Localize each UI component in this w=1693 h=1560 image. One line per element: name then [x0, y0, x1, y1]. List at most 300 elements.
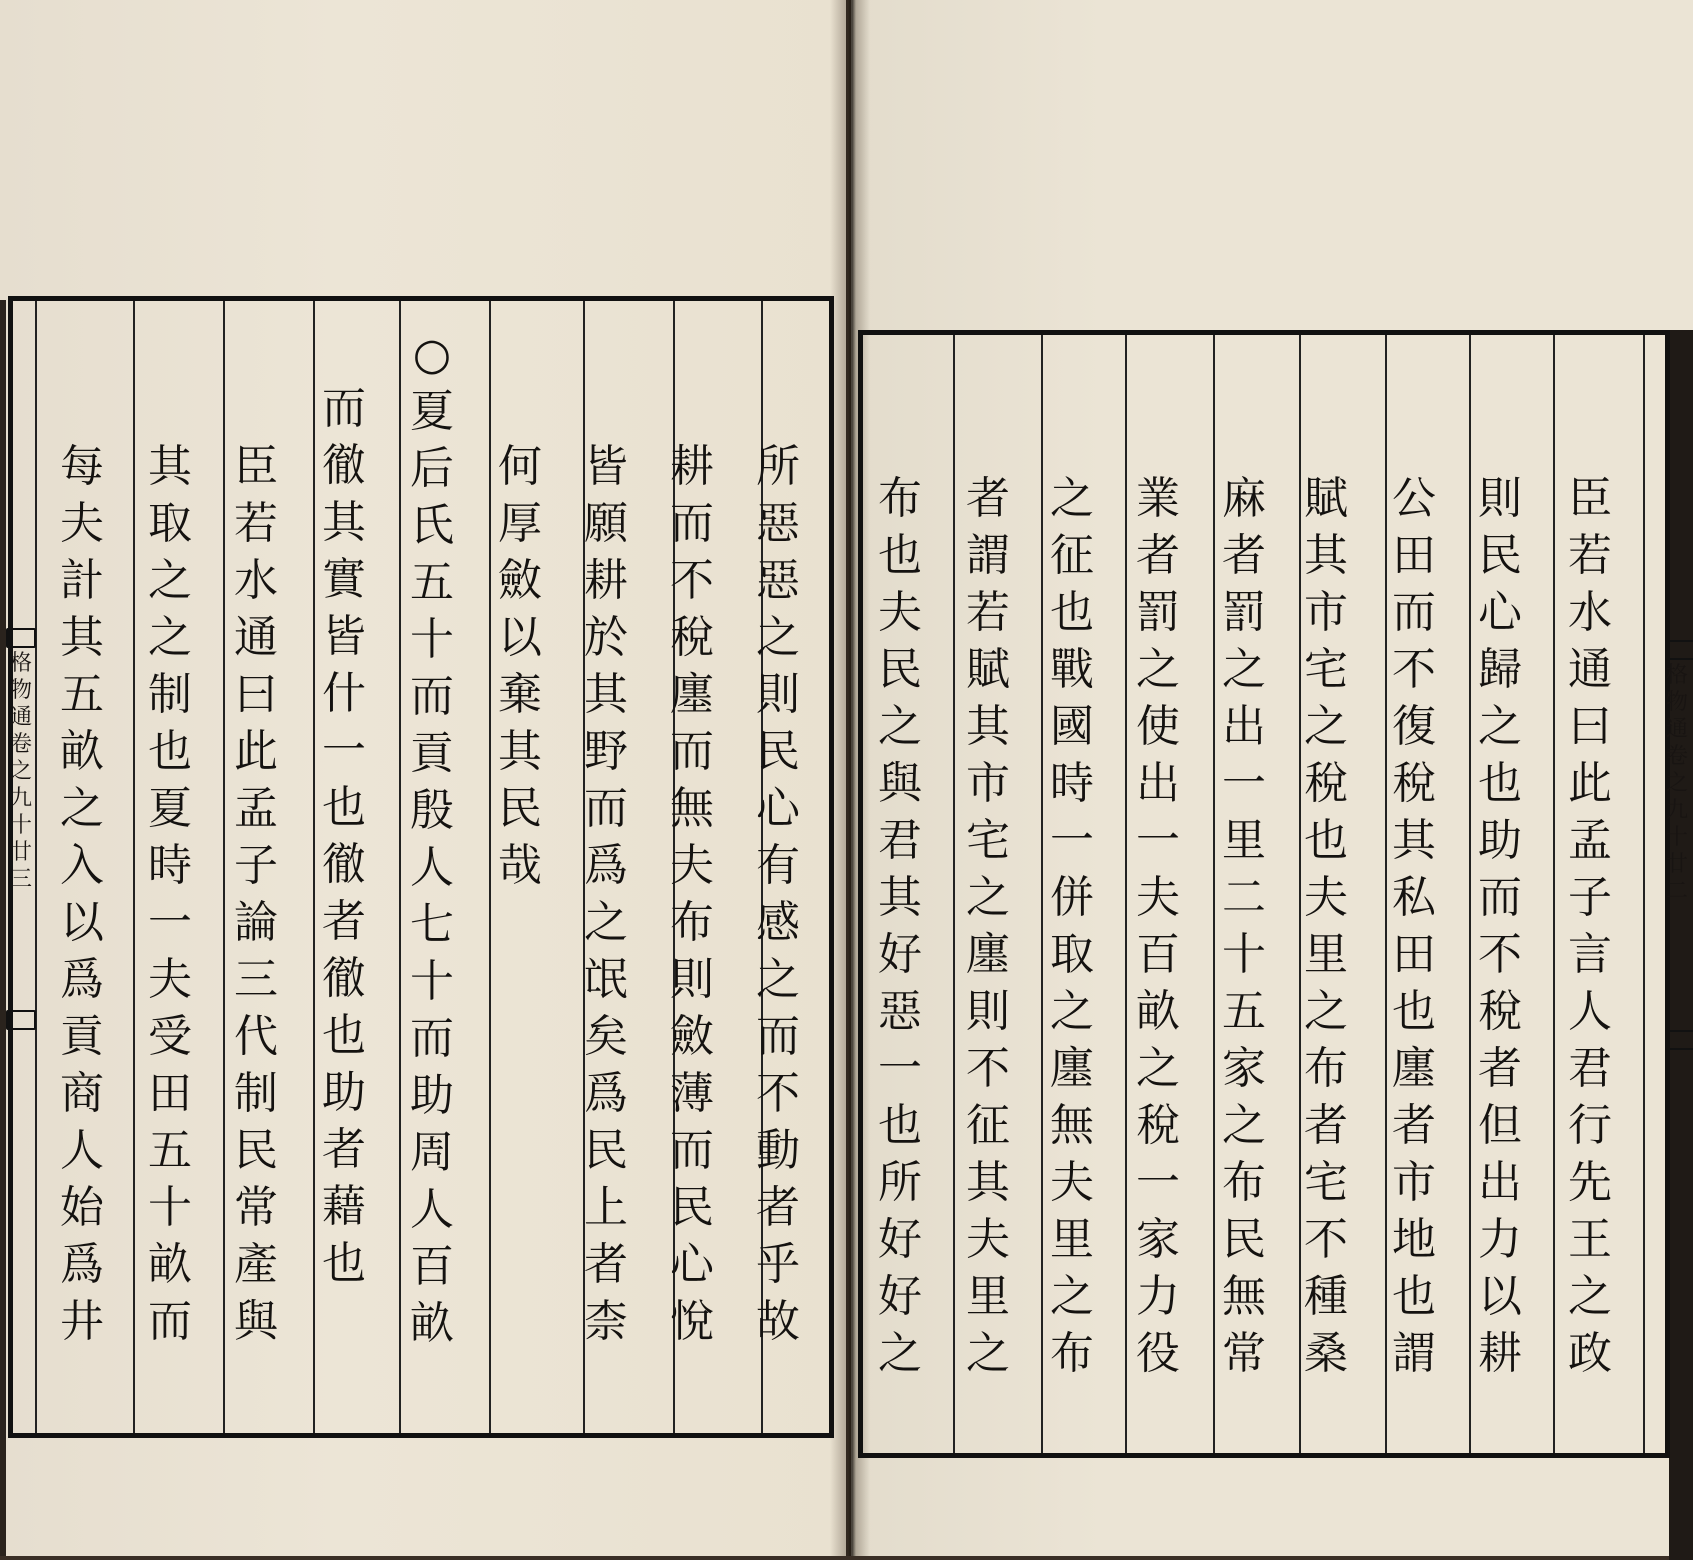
text-column	[42, 438, 122, 1350]
glyph: 制	[148, 669, 192, 720]
glyph: 二	[1222, 872, 1266, 923]
glyph: 之	[148, 612, 192, 663]
glyph: 子	[1568, 872, 1612, 923]
glyph: 征	[1050, 530, 1094, 581]
glyph: 氏	[410, 500, 454, 551]
fish-tail-mark	[1665, 640, 1693, 660]
glyph: 始	[60, 1182, 104, 1233]
glyph: 五	[60, 669, 104, 720]
glyph: 徹	[322, 440, 366, 491]
glyph: 后	[410, 443, 454, 494]
glyph: 則	[1478, 473, 1522, 524]
glyph: 人	[410, 1184, 454, 1235]
glyph: 無	[1050, 1100, 1094, 1151]
glyph: 柰	[584, 1296, 628, 1347]
glyph: 耕	[670, 441, 714, 492]
glyph: 惡	[756, 498, 800, 549]
glyph: 其	[878, 872, 922, 923]
glyph: 斂	[498, 555, 542, 606]
glyph: 矣	[584, 1011, 628, 1062]
glyph: 不	[1478, 929, 1522, 980]
glyph: 其	[148, 441, 192, 492]
glyph: 布	[878, 473, 922, 524]
glyph: 之	[1478, 701, 1522, 752]
glyph: 之	[966, 872, 1010, 923]
glyph: 歸	[1478, 644, 1522, 695]
glyph: 周	[410, 1127, 454, 1178]
banxin-glyph: 卷	[9, 732, 32, 757]
glyph: 五	[148, 1125, 192, 1176]
glyph: 夫	[1050, 1157, 1094, 1208]
glyph: 之	[1136, 1043, 1180, 1094]
glyph: 十	[410, 614, 454, 665]
glyph: 稅	[1392, 758, 1436, 809]
text-column	[1550, 470, 1630, 1382]
glyph: 其	[1304, 530, 1348, 581]
glyph: 通	[1568, 644, 1612, 695]
glyph: 其	[966, 1157, 1010, 1208]
glyph: 爲	[60, 954, 104, 1005]
glyph: 田	[1392, 530, 1436, 581]
glyph: 征	[966, 1100, 1010, 1151]
banxin-glyph: 通	[9, 705, 32, 730]
glyph: 爲	[584, 1068, 628, 1119]
glyph: 惡	[878, 986, 922, 1037]
glyph: 助	[322, 1067, 366, 1118]
column-rule	[1643, 335, 1645, 1453]
glyph: 君	[1568, 1043, 1612, 1094]
glyph: 上	[584, 1182, 628, 1233]
glyph: 戰	[1050, 644, 1094, 695]
glyph: 者	[1136, 530, 1180, 581]
glyph: 氓	[584, 954, 628, 1005]
glyph: 所	[878, 1157, 922, 1208]
text-column	[1204, 470, 1284, 1382]
glyph: 也	[322, 782, 366, 833]
text-column	[566, 438, 646, 1350]
glyph: 徹	[322, 839, 366, 890]
glyph: 夫	[670, 840, 714, 891]
glyph: 制	[234, 1068, 278, 1119]
glyph: 宅	[966, 815, 1010, 866]
glyph: 其	[1392, 815, 1436, 866]
glyph: 田	[1392, 929, 1436, 980]
glyph: 併	[1050, 872, 1094, 923]
text-column	[304, 380, 384, 1292]
glyph: 受	[148, 1011, 192, 1062]
glyph: 一	[148, 897, 192, 948]
glyph: 感	[756, 897, 800, 948]
glyph: 十	[1222, 929, 1266, 980]
glyph: 所	[756, 441, 800, 492]
glyph: 取	[1050, 929, 1094, 980]
glyph: 計	[60, 555, 104, 606]
glyph: 里	[1304, 929, 1348, 980]
glyph: 一	[1136, 815, 1180, 866]
glyph: 夫	[148, 954, 192, 1005]
glyph: 而	[670, 1125, 714, 1176]
glyph: 而	[670, 726, 714, 777]
glyph: 孟	[234, 783, 278, 834]
glyph: 願	[584, 498, 628, 549]
glyph: 也	[1392, 1271, 1436, 1322]
glyph: 不	[966, 1043, 1010, 1094]
glyph: 也	[878, 530, 922, 581]
glyph: 入	[60, 840, 104, 891]
glyph: 助	[1478, 815, 1522, 866]
glyph: ○	[412, 329, 452, 380]
glyph: 者	[322, 896, 366, 947]
glyph: 民	[234, 1125, 278, 1176]
glyph: 此	[1568, 758, 1612, 809]
glyph: 藉	[322, 1181, 366, 1232]
glyph: 廛	[966, 929, 1010, 980]
glyph: 七	[410, 899, 454, 950]
glyph: 君	[878, 815, 922, 866]
glyph: 好	[878, 1214, 922, 1265]
text-column	[1286, 470, 1366, 1382]
glyph: 公	[1392, 473, 1436, 524]
glyph: 取	[148, 498, 192, 549]
glyph: 此	[234, 726, 278, 777]
glyph: 也	[322, 1238, 366, 1289]
glyph: 助	[410, 1070, 454, 1121]
banxin-glyph: 格	[9, 651, 32, 676]
column-rule	[35, 301, 37, 1433]
glyph: 民	[670, 1182, 714, 1233]
glyph: 者	[1304, 1100, 1348, 1151]
glyph: 時	[1050, 758, 1094, 809]
glyph: 之	[878, 1328, 922, 1379]
glyph: 廛	[670, 669, 714, 720]
glyph: 使	[1136, 701, 1180, 752]
glyph: 有	[756, 840, 800, 891]
glyph: 孟	[1568, 815, 1612, 866]
glyph: 人	[1568, 986, 1612, 1037]
glyph: 一	[1136, 1157, 1180, 1208]
glyph: 耕	[1478, 1328, 1522, 1379]
glyph: 之	[1050, 1271, 1094, 1322]
glyph: 罰	[1222, 587, 1266, 638]
glyph: 力	[1136, 1271, 1180, 1322]
glyph: 心	[1478, 587, 1522, 638]
glyph: 時	[148, 840, 192, 891]
glyph: 常	[1222, 1328, 1266, 1379]
glyph: 則	[670, 954, 714, 1005]
glyph: 而	[1478, 872, 1522, 923]
glyph: 市	[966, 758, 1010, 809]
glyph: 謂	[966, 530, 1010, 581]
glyph: 者	[1222, 530, 1266, 581]
glyph: 斂	[670, 1011, 714, 1062]
glyph: 之	[756, 612, 800, 663]
glyph: 民	[584, 1125, 628, 1176]
glyph: 無	[670, 783, 714, 834]
fish-tail-mark	[6, 628, 36, 648]
glyph: 里	[1222, 815, 1266, 866]
glyph: 曰	[1568, 701, 1612, 752]
glyph: 惡	[756, 555, 800, 606]
banxin-glyph: 廿	[9, 840, 32, 865]
glyph: 其	[584, 669, 628, 720]
right-banxin	[1664, 662, 1690, 905]
glyph: 常	[234, 1182, 278, 1233]
glyph: 而	[410, 1013, 454, 1064]
glyph: 夫	[878, 587, 922, 638]
glyph: 之	[148, 555, 192, 606]
glyph: 也	[878, 1100, 922, 1151]
glyph: 私	[1392, 872, 1436, 923]
glyph: 宅	[1304, 644, 1348, 695]
glyph: 若	[234, 498, 278, 549]
banxin-glyph: 格	[1665, 663, 1688, 688]
glyph: 而	[1392, 587, 1436, 638]
glyph: 賦	[966, 644, 1010, 695]
glyph: 行	[1568, 1100, 1612, 1151]
banxin-glyph: 之	[1665, 771, 1688, 796]
text-column	[216, 438, 296, 1350]
glyph: 不	[1392, 644, 1436, 695]
glyph: 民	[756, 726, 800, 777]
fish-tail-mark	[1665, 1030, 1693, 1050]
glyph: 每	[60, 441, 104, 492]
glyph: 乎	[756, 1239, 800, 1290]
glyph: 其	[498, 726, 542, 777]
page-edge	[0, 300, 6, 1556]
glyph: 通	[234, 612, 278, 663]
glyph: 而	[410, 671, 454, 722]
glyph: 王	[1568, 1214, 1612, 1265]
glyph: 什	[322, 668, 366, 719]
glyph: 者	[1392, 1100, 1436, 1151]
glyph: 麻	[1222, 473, 1266, 524]
glyph: 謂	[1392, 1328, 1436, 1379]
glyph: 無	[1222, 1271, 1266, 1322]
glyph: 夫	[1136, 872, 1180, 923]
glyph: 也	[1304, 815, 1348, 866]
glyph: 於	[584, 612, 628, 663]
glyph: 之	[1050, 473, 1094, 524]
glyph: 宅	[1304, 1157, 1348, 1208]
glyph: 十	[410, 956, 454, 1007]
glyph: 廛	[1392, 1043, 1436, 1094]
glyph: 稅	[1136, 1100, 1180, 1151]
glyph: 夫	[1304, 872, 1348, 923]
glyph: 之	[756, 954, 800, 1005]
text-column	[948, 470, 1028, 1382]
glyph: 其	[322, 497, 366, 548]
glyph: 廛	[1050, 1043, 1094, 1094]
glyph: 市	[1392, 1157, 1436, 1208]
glyph: 與	[878, 758, 922, 809]
glyph: 何	[498, 441, 542, 492]
glyph: 出	[1222, 701, 1266, 752]
glyph: 耕	[584, 555, 628, 606]
glyph: 十	[148, 1182, 192, 1233]
glyph: 國	[1050, 701, 1094, 752]
glyph: 若	[1568, 530, 1612, 581]
banxin-glyph: 物	[9, 678, 32, 703]
text-column	[652, 438, 732, 1350]
glyph: 政	[1568, 1328, 1612, 1379]
glyph: 民	[1222, 1214, 1266, 1265]
glyph: 貢	[60, 1011, 104, 1062]
glyph: 者	[322, 1124, 366, 1175]
glyph: 與	[234, 1296, 278, 1347]
glyph: 而	[670, 498, 714, 549]
glyph: 則	[966, 986, 1010, 1037]
glyph: 論	[234, 897, 278, 948]
glyph: 桑	[1304, 1328, 1348, 1379]
glyph: 之	[1050, 986, 1094, 1037]
glyph: 役	[1136, 1328, 1180, 1379]
banxin-glyph: 三	[9, 867, 32, 892]
glyph: 民	[1478, 530, 1522, 581]
glyph: 百	[410, 1241, 454, 1292]
glyph: 之	[1304, 701, 1348, 752]
glyph: 之	[1222, 644, 1266, 695]
banxin-glyph: 十	[9, 813, 32, 838]
glyph: 者	[584, 1239, 628, 1290]
glyph: 也	[1050, 587, 1094, 638]
text-column	[130, 438, 210, 1350]
glyph: 出	[1136, 758, 1180, 809]
text-column	[1032, 470, 1112, 1382]
glyph: 心	[756, 783, 800, 834]
glyph: 產	[234, 1239, 278, 1290]
glyph: 夫	[60, 498, 104, 549]
glyph: 家	[1222, 1043, 1266, 1094]
glyph: 之	[60, 783, 104, 834]
banxin-glyph: 之	[9, 759, 32, 784]
glyph: 而	[756, 1011, 800, 1062]
glyph: 爲	[60, 1239, 104, 1290]
glyph: 業	[1136, 473, 1180, 524]
glyph: 一	[1050, 815, 1094, 866]
glyph: 復	[1392, 701, 1436, 752]
glyph: 稅	[1478, 986, 1522, 1037]
banxin-glyph: 九	[1665, 798, 1688, 823]
glyph: 夏	[148, 783, 192, 834]
glyph: 好	[878, 929, 922, 980]
page-edge	[1669, 330, 1693, 1560]
glyph: 心	[670, 1239, 714, 1290]
glyph: 殷	[410, 785, 454, 836]
glyph: 也	[148, 726, 192, 777]
glyph: 皆	[322, 611, 366, 662]
glyph: 之	[1136, 644, 1180, 695]
fish-tail-mark	[6, 1010, 36, 1030]
glyph: 之	[1304, 986, 1348, 1037]
glyph: 若	[966, 587, 1010, 638]
glyph: 一	[878, 1043, 922, 1094]
glyph: 市	[1304, 587, 1348, 638]
text-column	[1374, 470, 1454, 1382]
glyph: 畝	[410, 1298, 454, 1349]
banxin-glyph: 九	[9, 786, 32, 811]
glyph: 貢	[410, 728, 454, 779]
glyph: 出	[1478, 1157, 1522, 1208]
glyph: 徹	[322, 953, 366, 1004]
glyph: 曰	[234, 669, 278, 720]
glyph: 五	[410, 557, 454, 608]
glyph: 者	[966, 473, 1010, 524]
glyph: 稅	[1304, 758, 1348, 809]
glyph: 皆	[584, 441, 628, 492]
left-banxin	[8, 650, 34, 893]
glyph: 之	[584, 897, 628, 948]
glyph: 其	[966, 701, 1010, 752]
glyph: 薄	[670, 1068, 714, 1119]
glyph: 水	[1568, 587, 1612, 638]
glyph: 不	[670, 555, 714, 606]
glyph: 以	[60, 897, 104, 948]
glyph: 夏	[410, 386, 454, 437]
glyph: 故	[756, 1296, 800, 1347]
glyph: 野	[584, 726, 628, 777]
text-column	[392, 326, 472, 1352]
glyph: 賦	[1304, 473, 1348, 524]
glyph: 者	[756, 1182, 800, 1233]
glyph: 夫	[966, 1214, 1010, 1265]
glyph: 也	[1392, 986, 1436, 1037]
glyph: 哉	[498, 840, 542, 891]
glyph: 之	[966, 1328, 1010, 1379]
text-column	[1118, 470, 1198, 1382]
glyph: 子	[234, 840, 278, 891]
text-column	[738, 438, 818, 1350]
glyph: 民	[498, 783, 542, 834]
glyph: 好	[878, 1271, 922, 1322]
glyph: 百	[1136, 929, 1180, 980]
glyph: 一	[322, 725, 366, 776]
banxin-glyph: 十	[1665, 825, 1688, 850]
banxin-glyph: 通	[1665, 717, 1688, 742]
glyph: 以	[498, 612, 542, 663]
glyph: 田	[148, 1068, 192, 1119]
glyph: 而	[148, 1296, 192, 1347]
glyph: 地	[1392, 1214, 1436, 1265]
glyph: 動	[756, 1125, 800, 1176]
glyph: 者	[1478, 1043, 1522, 1094]
glyph: 稅	[670, 612, 714, 663]
glyph: 以	[1478, 1271, 1522, 1322]
glyph: 布	[1050, 1328, 1094, 1379]
glyph: 一	[1222, 758, 1266, 809]
glyph: 之	[1568, 1271, 1612, 1322]
glyph: 棄	[498, 669, 542, 720]
glyph: 而	[322, 383, 366, 434]
glyph: 種	[1304, 1271, 1348, 1322]
text-column	[1460, 470, 1540, 1382]
banxin-glyph: 卷	[1665, 744, 1688, 769]
glyph: 罰	[1136, 587, 1180, 638]
glyph: 也	[322, 1010, 366, 1061]
banxin-glyph: 廿	[1665, 852, 1688, 877]
glyph: 之	[878, 701, 922, 752]
glyph: 臣	[234, 441, 278, 492]
glyph: 力	[1478, 1214, 1522, 1265]
glyph: 畝	[148, 1239, 192, 1290]
glyph: 民	[878, 644, 922, 695]
glyph: 里	[1050, 1214, 1094, 1265]
banxin-glyph: 二	[1665, 879, 1688, 904]
glyph: 不	[756, 1068, 800, 1119]
glyph: 人	[410, 842, 454, 893]
glyph: 布	[1304, 1043, 1348, 1094]
glyph: 但	[1478, 1100, 1522, 1151]
glyph: 不	[1304, 1214, 1348, 1265]
